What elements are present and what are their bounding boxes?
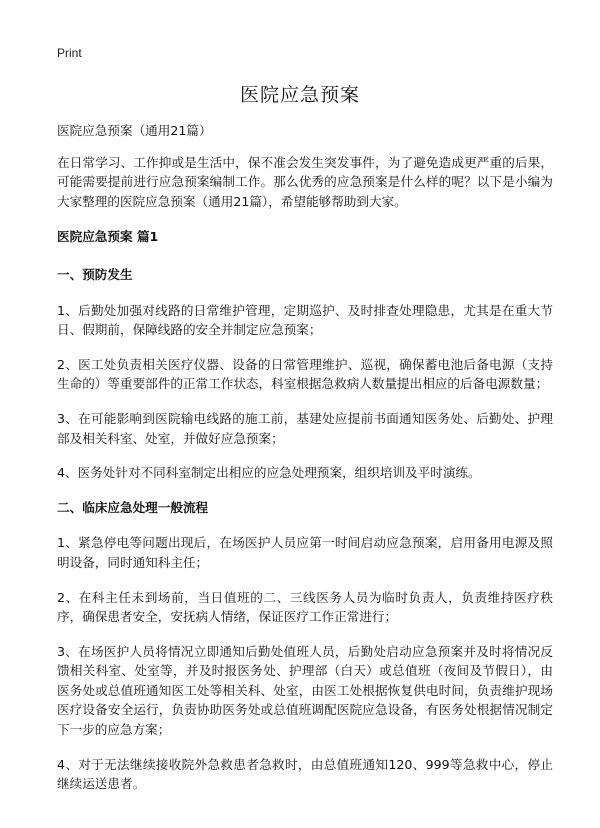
part-heading: 医院应急预案 篇1 xyxy=(57,229,159,245)
section-heading-clinical-procedure: 二、临床应急处理一般流程 xyxy=(57,499,209,515)
list-item: 1、后勤处加强对线路的日常维护管理，定期巡护、及时排查处理隐患，尤其是在重大节日、假期前，保障线路的安全并制定应急预案； xyxy=(57,302,553,338)
document-body xyxy=(57,121,553,809)
list-item: 3、在场医护人员将情况立即通知后勤处值班人员，后勤处启动应急预案并及时将情况反馈相关科室、处室等，并及时报医务处、护理部（白天）或总值班（夜间及节假日），由医务处或总值班通知医工处等相关科、处室，由医工处根据恢复供电时间，负责维护现场医疗设备安全运行，负责协助医务处或总值班调配医院应急设备，有医务处根据情况制定下一步的应急方案； xyxy=(57,643,553,738)
document-title: 医院应急预案 xyxy=(239,84,360,106)
list-item: 1、紧急停电等问题出现后，在场医护人员应第一时间启动应急预案，启用备用电源及照明设备，同时通知科主任； xyxy=(57,535,553,570)
list-item: 2、在科主任未到场前，当日值班的二、三线医务人员为临时负责人，负责维持医疗秩序，确保患者安全，安抚病人情绪，保证医疗工作正常进行； xyxy=(57,589,553,625)
list-item: 3、在可能影响到医院输电线路的施工前，基建处应提前书面通知医务处、后勤处、护理部及相关科室、处室，并做好应急预案； xyxy=(57,410,553,446)
section-heading-prevention: 一、预防发生 xyxy=(57,266,133,282)
document-subtitle: 医院应急预案（通用21篇） xyxy=(57,123,212,138)
list-item: 4、医务处针对不同科室制定出相应的应急处理预案，组织培训及平时演练。 xyxy=(57,465,481,481)
print-label: Print xyxy=(57,46,82,60)
intro-paragraph: 在日常学习、工作抑或是生活中，保不准会发生突发事件，为了避免造成更严重的后果，可能需要提前进行应急预案编制工作。那么优秀的应急预案是什么样的呢？以下是小编为大家整理的医院应急预案（通用21篇），希望能够帮助到大家。 xyxy=(57,154,553,209)
list-item: 2、医工处负责相关医疗仪器、设备的日常管理维护、巡视，确保蓄电池后备电源（支持生命的）等重要部件的正常工作状态，科室根据急救病人数量提出相应的后备电源数量； xyxy=(57,356,553,392)
list-item: 4、对于无法继续接收院外急救患者急救时，由总值班通知120、999等急救中心，停止继续运送患者。 xyxy=(57,756,553,792)
